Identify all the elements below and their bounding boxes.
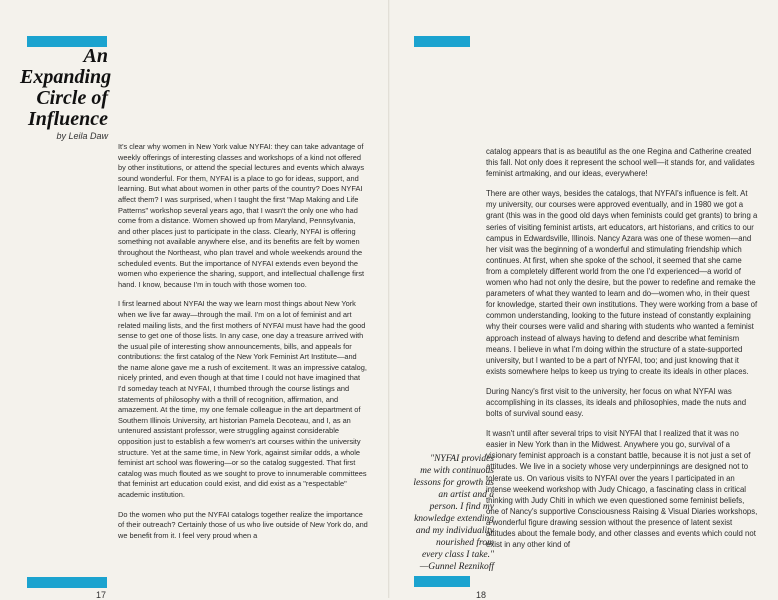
accent-bar-bottom-left bbox=[27, 577, 107, 588]
quote-line: me with continuous bbox=[420, 466, 494, 476]
page-number-left: 17 bbox=[96, 590, 107, 600]
paragraph: During Nancy's first visit to the university, her focus on what NYFAI was accomplishing in its classes, its ideals and philosophies, made the nuts and bolts of survival sound easy. bbox=[486, 386, 747, 419]
right-body-column bbox=[486, 146, 758, 559]
page-gutter bbox=[388, 0, 390, 598]
paragraph: It wasn't until after several trips to visit NYFAI that I realized that it was no easier in New York than in the Midwest. Anywhere you go, survival of a visionary feminist approach is a constant battle, because it is not just a set of attitudes. We live in a society whose very underpinnings are designed not to tolerate us. On various visits to NYFAI over the years I participated in an intense weekend workshop with Judy Chicago, a fascinating class in critical thinking with Judy Chiti in which we even questioned some feminist beliefs, one of Nancy's supportive Consciousness Raising & Visual Diaries workshops, a wonderful figure drawing session without the presence of latent sexist attitudes about the female body, and other classes and events which could not exist in any other kind of bbox=[486, 429, 758, 550]
title-line: An bbox=[83, 45, 108, 67]
quote-line: every class I take." bbox=[421, 550, 494, 560]
quote-line: nourished from bbox=[436, 538, 494, 548]
quote-line: knowledge extending bbox=[414, 514, 494, 524]
quote-line: person. I find my bbox=[429, 502, 494, 512]
paragraph: It's clear why women in New York value NYFAI: they can take advantage of weekly offerings of interesting classes and workshops of a kind not offered by other institutions, or attend the special lectures and events which always sound wonderful. For them, NYFAI is a place to go for ideas, support, and learning. But what about women in other parts of the country? Does NYFAI affect them? I was surprised, when I taught the first "Map Making and Life Patterns" workshop several years ago, that I wasn't the only one who had come from a distance. Women showed up from Maryland, Pennsylvania, and other places just to participate in the class. Clearly, NYFAI is offering something not available anywhere else, and its benefits are felt by women throughout the Northeast, who plan travel and whole weekends around the scheduled events. But the importance of NYFAI extends even beyond the women who experience the sharing, support, and intellectual challenge first hand. I know, because I'm in touch with those women too. bbox=[118, 142, 365, 289]
title-line: Influence bbox=[28, 108, 108, 130]
paragraph: There are other ways, besides the catalogs, that NYFAI's influence is felt. At my university, our courses were approved eventually, and in 1980 we got a grant (this was in the good old days when feminists could get grants) to bring a series of visiting feminist artists, art educators, art historians, and critics to our campus in Edwardsville, Illinois. Nancy Azara was one of these women—and her visit was the beginning of a wonderful and stimulating friendship which continues. At first, when she spoke of the school, it seemed that she came from a completely different world from the one I'd experienced—a world of women who had not only the desire, but the power to redefine and remake the parameters of what they wanted to learn and do—women who, in their quest for knowledge, started their own institutions. They were working from a base of common understanding, looking to the future instead of constantly explaining why their courses were valid and sharing with students who wanted a feminist approach instead of always having to defend and describe what feminism means. I believe in what I'm doing within the structure of a state-supported university, but I wanted to be a part of NYFAI, too; and just knowing that it exists somewhere helps to keep us trying to create its ideals in other places. bbox=[486, 189, 758, 376]
paragraph: catalog appears that is as beautiful as the one Regina and Catherine created this fall. Not only does it represent the school well—it stands for, and validates feminist artmaking, and our ideas, everywhere! bbox=[486, 147, 755, 179]
quote-line: "NYFAI provides bbox=[430, 454, 494, 464]
paragraph: I first learned about NYFAI the way we learn most things about New York when we live far away—through the mail. I'm on a lot of feminist and art related mailing lists, and the first mothers of NYFAI must have had the good sense to get one of those lists. In any case, one day a treasure arrived with the usual pile of interesting show announcements, bills, and appeals for contributions: the first catalog of the New York Feminist Art Institute—and the name alone gave me a rush of excitement. It was an impressive catalog, nicely printed, and even though at that time I could not have imagined that I'd someday teach at NYFAI, I thumbed through the course listings and statements of philosophy with a thrill of recognition, affirmation, and amazement. At the time, my one female colleague in the art department of Southern Illinois University, art historian Pamela Decoteau, and I, as an untenured assistant professor, were struggling against considerable opposition just to establish a few women's art courses within the university structure. Yet at the same time, in New York, against similar odds, a whole feminist art school was flowering—or so the catalog suggested. That first catalog was much flouted as we sought to prove to innumerable committees that feminist art education could exist, and did exist as a "respectable" academic institution. bbox=[118, 299, 367, 499]
article-title bbox=[20, 45, 112, 130]
byline: by Leila Daw bbox=[56, 131, 108, 141]
quote-line: an artist and a bbox=[438, 490, 494, 500]
left-body-column bbox=[118, 142, 368, 550]
accent-bar-bottom-right bbox=[414, 576, 470, 587]
title-line: Circle of bbox=[36, 87, 108, 109]
title-line: Expanding bbox=[20, 66, 112, 88]
accent-bar-top-right bbox=[414, 36, 470, 47]
quote-line: and my individuality bbox=[415, 526, 494, 536]
quote-line: lessons for growth as bbox=[413, 478, 494, 488]
page-number-right: 18 bbox=[476, 590, 487, 600]
paragraph: Do the women who put the NYFAI catalogs together realize the importance of their outreach? Certainly those of us who live outside of New York do, and we benefit from it. I feel very proud when a bbox=[118, 509, 368, 540]
quote-attribution: —Gunnel Reznikoff bbox=[419, 562, 494, 572]
pull-quote bbox=[412, 453, 494, 573]
